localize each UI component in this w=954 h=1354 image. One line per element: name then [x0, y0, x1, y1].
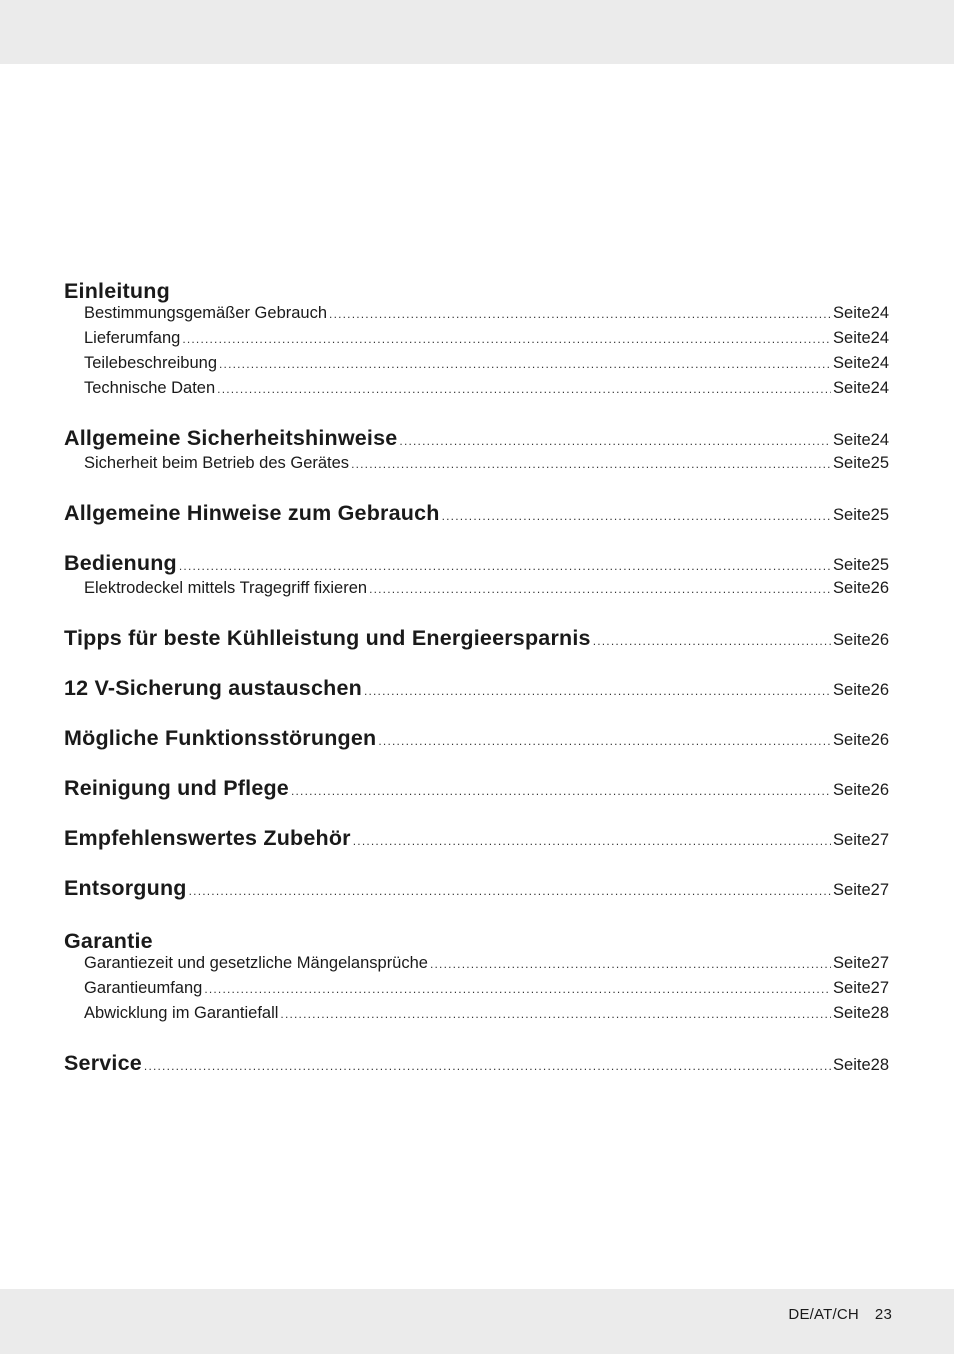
toc-entry-row[interactable] [64, 326, 889, 351]
section-gap [64, 1026, 889, 1051]
toc-entry: Bestimmungsgemäßer Gebrauch [84, 304, 328, 322]
toc-entry: Elektrodeckel mittels Tragegriff fixieren [84, 579, 368, 597]
section-gap [64, 851, 889, 876]
section-gap [64, 701, 889, 726]
toc-heading: Reinigung und Pflege [64, 776, 289, 800]
page-ref: 27 [870, 831, 889, 849]
section-gap [64, 601, 889, 626]
page-ref: 26 [870, 681, 889, 699]
page-label: Seite [833, 881, 871, 899]
page-footer [788, 1306, 892, 1323]
page-label: Seite [833, 506, 871, 524]
dot-leader [182, 327, 831, 352]
dot-leader [351, 452, 831, 477]
page-ref: 24 [870, 431, 889, 449]
toc-heading: Garantie [64, 929, 153, 953]
page-ref: 25 [870, 506, 889, 524]
toc-entry: Teilebeschreibung [84, 354, 218, 372]
dot-leader [217, 377, 831, 402]
page-label: Seite [833, 329, 871, 347]
toc-heading: Allgemeine Sicherheitshinweise [64, 426, 398, 450]
page-ref: 24 [870, 304, 889, 322]
toc-section [64, 776, 889, 801]
toc-heading-row[interactable] [64, 926, 889, 951]
page-label: Seite [833, 954, 871, 972]
section-gap [64, 901, 889, 926]
toc-entry-row[interactable] [64, 451, 889, 476]
page-ref: 24 [870, 379, 889, 397]
toc-heading-row[interactable] [64, 1051, 889, 1076]
page-label: Seite [833, 681, 871, 699]
dot-leader [442, 504, 831, 529]
page-label: Seite [833, 556, 871, 574]
toc-entry: Lieferumfang [84, 329, 181, 347]
toc-heading: Empfehlenswertes Zubehör [64, 826, 351, 850]
toc-heading-row[interactable] [64, 776, 889, 801]
toc-heading-row[interactable] [64, 626, 889, 651]
toc-heading-row[interactable] [64, 276, 889, 301]
toc-entry-row[interactable] [64, 351, 889, 376]
toc-section [64, 876, 889, 901]
page-label: Seite [833, 831, 871, 849]
toc-section [64, 276, 889, 401]
page-label: Seite [833, 731, 871, 749]
toc-section [64, 676, 889, 701]
page-ref: 25 [870, 454, 889, 472]
dot-leader [280, 1002, 831, 1027]
page-label: Seite [833, 304, 871, 322]
toc-heading-row[interactable] [64, 876, 889, 901]
toc-heading: Einleitung [64, 279, 170, 303]
toc-section [64, 626, 889, 651]
toc-heading: Entsorgung [64, 876, 187, 900]
dot-leader [353, 829, 831, 854]
dot-leader [329, 302, 831, 327]
toc-section [64, 551, 889, 601]
section-gap [64, 526, 889, 551]
section-gap [64, 476, 889, 501]
page-label: Seite [833, 431, 871, 449]
page-label: Seite [833, 454, 871, 472]
page-ref: 26 [870, 579, 889, 597]
region-label: DE/AT/CH [788, 1306, 859, 1323]
section-gap [64, 651, 889, 676]
toc-section [64, 501, 889, 526]
page-ref: 24 [870, 329, 889, 347]
toc-section [64, 726, 889, 751]
section-gap [64, 751, 889, 776]
toc-heading: Mögliche Funktionsstörungen [64, 726, 377, 750]
toc-heading-row[interactable] [64, 501, 889, 526]
dot-leader [189, 879, 831, 904]
toc-section [64, 826, 889, 851]
page-ref: 25 [870, 556, 889, 574]
page-ref: 27 [870, 954, 889, 972]
dot-leader [399, 429, 831, 454]
toc-section [64, 926, 889, 1026]
toc-entry: Sicherheit beim Betrieb des Gerätes [84, 454, 350, 472]
toc-heading: Allgemeine Hinweise zum Gebrauch [64, 501, 440, 525]
toc-heading: Tipps für beste Kühlleistung und Energieersparnis [64, 626, 591, 650]
header-band [0, 0, 954, 64]
page-label: Seite [833, 354, 871, 372]
toc-entry-row[interactable] [64, 301, 889, 326]
toc-entry: Garantieumfang [84, 979, 203, 997]
dot-leader [219, 352, 831, 377]
dot-leader [364, 679, 831, 704]
section-gap [64, 801, 889, 826]
dot-leader [291, 779, 831, 804]
toc-heading: 12 V-Sicherung austauschen [64, 676, 362, 700]
toc-heading-row[interactable] [64, 551, 889, 576]
dot-leader [593, 629, 831, 654]
toc-heading-row[interactable] [64, 826, 889, 851]
page-label: Seite [833, 979, 871, 997]
dot-leader [369, 577, 831, 602]
table-of-contents [64, 276, 889, 1076]
page-label: Seite [833, 631, 871, 649]
page-label: Seite [833, 1056, 871, 1074]
page-ref: 26 [870, 731, 889, 749]
toc-entry-row[interactable] [64, 376, 889, 401]
toc-heading: Bedienung [64, 551, 177, 575]
toc-heading-row[interactable] [64, 676, 889, 701]
page-ref: 27 [870, 979, 889, 997]
page-label: Seite [833, 781, 871, 799]
dot-leader [144, 1054, 831, 1079]
dot-leader [430, 952, 831, 977]
page-ref: 28 [870, 1004, 889, 1022]
toc-entry: Abwicklung im Garantiefall [84, 1004, 279, 1022]
toc-section [64, 426, 889, 476]
toc-entry: Garantiezeit und gesetzliche Mängelansprüche [84, 954, 428, 972]
dot-leader [378, 729, 831, 754]
page-ref: 24 [870, 354, 889, 372]
toc-entry-row[interactable] [64, 951, 889, 976]
toc-entry-row[interactable] [64, 1001, 889, 1026]
page-ref: 27 [870, 881, 889, 899]
toc-entry: Technische Daten [84, 379, 216, 397]
dot-leader [204, 977, 831, 1002]
toc-heading-row[interactable] [64, 426, 889, 451]
toc-entry-row[interactable] [64, 976, 889, 1001]
page-label: Seite [833, 1004, 871, 1022]
page-label: Seite [833, 579, 871, 597]
toc-section [64, 1051, 889, 1076]
toc-heading: Service [64, 1051, 142, 1075]
page-ref: 26 [870, 631, 889, 649]
page-ref: 26 [870, 781, 889, 799]
section-gap [64, 401, 889, 426]
toc-heading-row[interactable] [64, 726, 889, 751]
toc-entry-row[interactable] [64, 576, 889, 601]
page-label: Seite [833, 379, 871, 397]
page-ref: 28 [870, 1056, 889, 1074]
page-number: 23 [874, 1306, 892, 1323]
